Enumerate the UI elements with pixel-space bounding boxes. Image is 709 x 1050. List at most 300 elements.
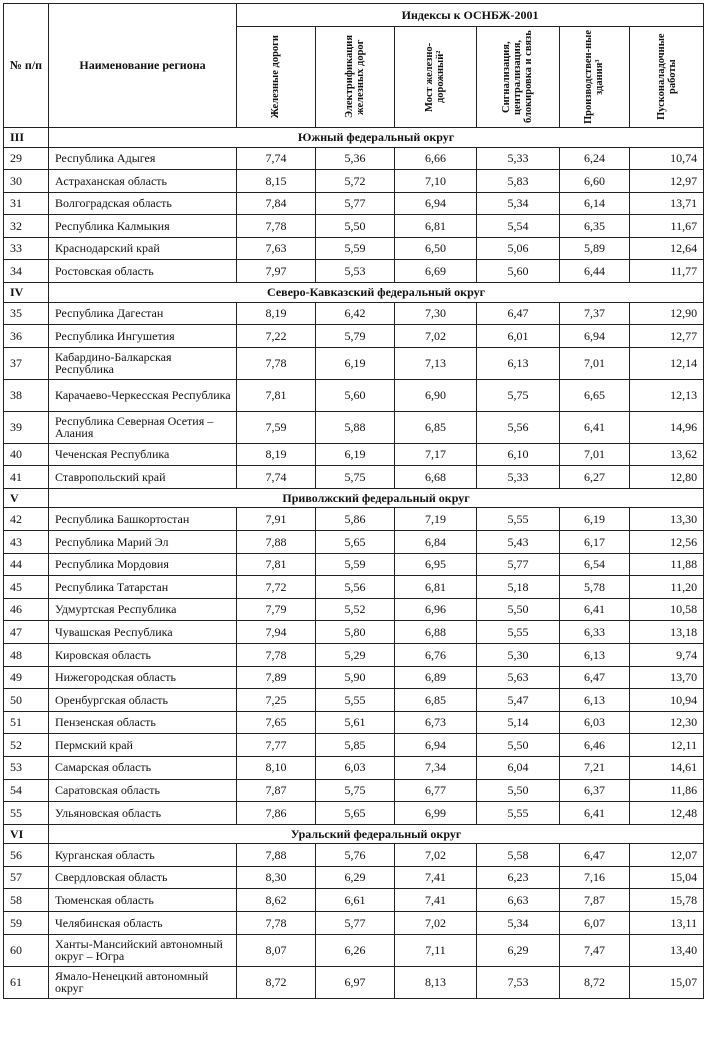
section-row — [4, 824, 704, 844]
table-row — [4, 531, 704, 554]
table-row — [4, 666, 704, 689]
table-row — [4, 866, 704, 889]
index-value: 5,59 — [316, 553, 395, 576]
index-value: 6,61 — [316, 889, 395, 912]
region-name: Оренбургская область — [49, 689, 237, 712]
region-name: Нижегородская область — [49, 666, 237, 689]
index-value: 6,03 — [560, 711, 630, 734]
table-row — [4, 411, 704, 443]
index-value: 6,65 — [560, 379, 630, 411]
index-value: 5,75 — [316, 779, 395, 802]
region-name: Пермский край — [49, 734, 237, 757]
index-value: 5,50 — [477, 734, 560, 757]
index-value: 7,34 — [395, 756, 477, 779]
section-row — [4, 283, 704, 303]
index-value: 7,22 — [237, 325, 316, 348]
index-value: 5,55 — [477, 621, 560, 644]
index-value: 6,77 — [395, 779, 477, 802]
index-value: 7,65 — [237, 711, 316, 734]
index-value: 6,99 — [395, 802, 477, 825]
index-value: 7,72 — [237, 576, 316, 599]
row-number: 44 — [4, 553, 49, 576]
region-name: Самарская область — [49, 756, 237, 779]
row-number: 61 — [4, 966, 49, 998]
index-value: 6,42 — [316, 302, 395, 325]
index-value: 6,94 — [395, 192, 477, 215]
section-title: Северо-Кавказский федеральный округ — [49, 283, 704, 303]
index-value: 6,03 — [316, 756, 395, 779]
table-row — [4, 347, 704, 379]
index-value: 12,56 — [630, 531, 704, 554]
index-value: 5,80 — [316, 621, 395, 644]
index-value: 7,84 — [237, 192, 316, 215]
row-number: 56 — [4, 844, 49, 867]
index-value: 6,47 — [560, 666, 630, 689]
index-value: 7,63 — [237, 237, 316, 260]
region-name: Чеченская Республика — [49, 443, 237, 466]
index-value: 7,87 — [560, 889, 630, 912]
index-value: 13,71 — [630, 192, 704, 215]
row-number: 55 — [4, 802, 49, 825]
index-value: 14,61 — [630, 756, 704, 779]
index-value: 6,33 — [560, 621, 630, 644]
index-value: 5,52 — [316, 598, 395, 621]
index-value: 13,40 — [630, 934, 704, 966]
index-value: 5,43 — [477, 531, 560, 554]
index-value: 5,30 — [477, 644, 560, 667]
row-number: 32 — [4, 215, 49, 238]
table-row — [4, 844, 704, 867]
table-row — [4, 966, 704, 998]
index-value: 6,50 — [395, 237, 477, 260]
num-column-header: № п/п — [4, 4, 49, 128]
index-value: 5,90 — [316, 666, 395, 689]
index-value: 11,20 — [630, 576, 704, 599]
table-row — [4, 756, 704, 779]
column-header-commissioning: Пусконаладочные работы — [630, 27, 704, 128]
row-number: 29 — [4, 147, 49, 170]
index-value: 12,30 — [630, 711, 704, 734]
index-value: 7,77 — [237, 734, 316, 757]
index-value: 5,88 — [316, 411, 395, 443]
row-number: 52 — [4, 734, 49, 757]
region-name: Курганская область — [49, 844, 237, 867]
region-name: Ульяновская область — [49, 802, 237, 825]
index-value: 6,26 — [316, 934, 395, 966]
index-value: 12,14 — [630, 347, 704, 379]
index-value: 10,58 — [630, 598, 704, 621]
index-value: 7,78 — [237, 644, 316, 667]
index-value: 7,88 — [237, 531, 316, 554]
index-value: 7,17 — [395, 443, 477, 466]
index-value: 7,21 — [560, 756, 630, 779]
region-name: Волгоградская область — [49, 192, 237, 215]
index-value: 6,19 — [560, 508, 630, 531]
index-value: 6,23 — [477, 866, 560, 889]
index-value: 5,33 — [477, 147, 560, 170]
table-row — [4, 779, 704, 802]
index-value: 5,89 — [560, 237, 630, 260]
index-value: 6,01 — [477, 325, 560, 348]
region-name: Удмуртская Республика — [49, 598, 237, 621]
region-name: Республика Адыгея — [49, 147, 237, 170]
region-name: Республика Калмыкия — [49, 215, 237, 238]
row-number: 49 — [4, 666, 49, 689]
index-value: 6,29 — [477, 934, 560, 966]
index-value: 7,88 — [237, 844, 316, 867]
region-name: Республика Мордовия — [49, 553, 237, 576]
row-number: 57 — [4, 866, 49, 889]
index-value: 6,94 — [560, 325, 630, 348]
index-value: 6,13 — [560, 689, 630, 712]
index-value: 6,81 — [395, 576, 477, 599]
regional-index-table — [3, 3, 704, 999]
section-code: V — [4, 488, 49, 508]
indices-title: Индексы к ОСНБЖ-2001 — [237, 4, 704, 27]
region-column-header: Наименование региона — [49, 4, 237, 128]
index-value: 12,48 — [630, 802, 704, 825]
index-value: 6,81 — [395, 215, 477, 238]
index-value: 6,66 — [395, 147, 477, 170]
table-row — [4, 508, 704, 531]
index-value: 5,47 — [477, 689, 560, 712]
index-value: 11,88 — [630, 553, 704, 576]
row-number: 37 — [4, 347, 49, 379]
index-value: 6,47 — [560, 844, 630, 867]
row-number: 40 — [4, 443, 49, 466]
index-value: 15,04 — [630, 866, 704, 889]
index-value: 5,34 — [477, 912, 560, 935]
index-value: 6,35 — [560, 215, 630, 238]
table-header — [4, 4, 704, 128]
row-number: 36 — [4, 325, 49, 348]
row-number: 50 — [4, 689, 49, 712]
region-name: Карачаево-Черкесская Республика — [49, 379, 237, 411]
index-value: 6,89 — [395, 666, 477, 689]
index-value: 7,74 — [237, 147, 316, 170]
region-name: Ростовская область — [49, 260, 237, 283]
index-value: 6,69 — [395, 260, 477, 283]
index-value: 15,07 — [630, 966, 704, 998]
table-row — [4, 466, 704, 489]
table-row — [4, 889, 704, 912]
index-value: 8,13 — [395, 966, 477, 998]
row-number: 35 — [4, 302, 49, 325]
index-value: 7,78 — [237, 347, 316, 379]
index-value: 6,94 — [395, 734, 477, 757]
index-value: 7,02 — [395, 844, 477, 867]
row-number: 58 — [4, 889, 49, 912]
row-number: 38 — [4, 379, 49, 411]
table-row — [4, 260, 704, 283]
region-name: Кабардино-Балкарская Республика — [49, 347, 237, 379]
index-value: 6,27 — [560, 466, 630, 489]
index-value: 12,07 — [630, 844, 704, 867]
index-value: 12,11 — [630, 734, 704, 757]
table-row — [4, 237, 704, 260]
row-number: 60 — [4, 934, 49, 966]
table-body — [4, 128, 704, 999]
index-value: 6,14 — [560, 192, 630, 215]
row-number: 59 — [4, 912, 49, 935]
region-name: Ставропольский край — [49, 466, 237, 489]
index-value: 7,19 — [395, 508, 477, 531]
index-value: 7,87 — [237, 779, 316, 802]
index-value: 6,13 — [560, 644, 630, 667]
index-value: 13,70 — [630, 666, 704, 689]
row-number: 43 — [4, 531, 49, 554]
index-value: 7,30 — [395, 302, 477, 325]
index-value: 12,77 — [630, 325, 704, 348]
index-value: 7,13 — [395, 347, 477, 379]
index-value: 5,79 — [316, 325, 395, 348]
index-value: 7,86 — [237, 802, 316, 825]
index-value: 7,37 — [560, 302, 630, 325]
region-name: Астраханская область — [49, 170, 237, 193]
table-row — [4, 644, 704, 667]
region-name: Челябинская область — [49, 912, 237, 935]
index-value: 7,94 — [237, 621, 316, 644]
table-row — [4, 443, 704, 466]
index-value: 6,88 — [395, 621, 477, 644]
row-number: 41 — [4, 466, 49, 489]
region-name: Республика Башкортостан — [49, 508, 237, 531]
index-value: 9,74 — [630, 644, 704, 667]
index-value: 6,68 — [395, 466, 477, 489]
row-number: 31 — [4, 192, 49, 215]
index-value: 6,97 — [316, 966, 395, 998]
index-value: 7,11 — [395, 934, 477, 966]
index-value: 5,14 — [477, 711, 560, 734]
index-value: 7,79 — [237, 598, 316, 621]
row-number: 33 — [4, 237, 49, 260]
index-value: 6,04 — [477, 756, 560, 779]
index-value: 6,47 — [477, 302, 560, 325]
index-value: 5,29 — [316, 644, 395, 667]
index-value: 8,72 — [560, 966, 630, 998]
index-value: 5,60 — [477, 260, 560, 283]
index-value: 5,60 — [316, 379, 395, 411]
index-value: 7,01 — [560, 347, 630, 379]
index-value: 5,55 — [477, 508, 560, 531]
index-value: 5,75 — [477, 379, 560, 411]
table-row — [4, 934, 704, 966]
table-row — [4, 689, 704, 712]
index-value: 6,37 — [560, 779, 630, 802]
index-value: 7,41 — [395, 866, 477, 889]
column-header-electrification: Электрификация железных дорог — [316, 27, 395, 128]
section-row — [4, 488, 704, 508]
row-number: 53 — [4, 756, 49, 779]
table-row — [4, 912, 704, 935]
table-row — [4, 576, 704, 599]
index-value: 5,55 — [316, 689, 395, 712]
index-value: 6,85 — [395, 411, 477, 443]
index-value: 6,63 — [477, 889, 560, 912]
region-name: Республика Марий Эл — [49, 531, 237, 554]
index-value: 6,17 — [560, 531, 630, 554]
index-value: 7,81 — [237, 553, 316, 576]
column-header-industrial-buildings: Производствен-ные здания³ — [560, 27, 630, 128]
index-value: 6,24 — [560, 147, 630, 170]
section-title: Приволжский федеральный округ — [49, 488, 704, 508]
index-value: 7,89 — [237, 666, 316, 689]
index-value: 10,94 — [630, 689, 704, 712]
index-value: 7,10 — [395, 170, 477, 193]
row-number: 48 — [4, 644, 49, 667]
index-value: 5,53 — [316, 260, 395, 283]
row-number: 46 — [4, 598, 49, 621]
index-value: 5,54 — [477, 215, 560, 238]
index-value: 8,19 — [237, 302, 316, 325]
index-value: 7,16 — [560, 866, 630, 889]
index-value: 5,33 — [477, 466, 560, 489]
index-value: 13,30 — [630, 508, 704, 531]
index-value: 7,02 — [395, 912, 477, 935]
index-value: 13,11 — [630, 912, 704, 935]
index-value: 6,41 — [560, 802, 630, 825]
index-value: 5,77 — [316, 192, 395, 215]
region-name: Ханты-Мансийский автономный округ – Югра — [49, 934, 237, 966]
index-value: 5,18 — [477, 576, 560, 599]
column-header-signalling: Сигнализация, централизация, блокировка и связь — [477, 27, 560, 128]
region-name: Кировская область — [49, 644, 237, 667]
table-row — [4, 170, 704, 193]
index-value: 7,47 — [560, 934, 630, 966]
index-value: 7,01 — [560, 443, 630, 466]
table-row — [4, 302, 704, 325]
index-value: 11,67 — [630, 215, 704, 238]
index-value: 7,59 — [237, 411, 316, 443]
index-value: 5,50 — [477, 779, 560, 802]
index-value: 5,36 — [316, 147, 395, 170]
index-value: 5,77 — [477, 553, 560, 576]
table-row — [4, 711, 704, 734]
row-number: 47 — [4, 621, 49, 644]
index-value: 6,44 — [560, 260, 630, 283]
index-value: 6,13 — [477, 347, 560, 379]
row-number: 34 — [4, 260, 49, 283]
index-value: 5,56 — [477, 411, 560, 443]
row-number: 54 — [4, 779, 49, 802]
index-value: 5,76 — [316, 844, 395, 867]
table-row — [4, 553, 704, 576]
index-value: 5,65 — [316, 531, 395, 554]
row-number: 51 — [4, 711, 49, 734]
section-title: Уральский федеральный округ — [49, 824, 704, 844]
index-value: 12,97 — [630, 170, 704, 193]
index-value: 7,78 — [237, 215, 316, 238]
section-row — [4, 128, 704, 148]
table-row — [4, 802, 704, 825]
index-value: 10,74 — [630, 147, 704, 170]
region-name: Тюменская область — [49, 889, 237, 912]
index-value: 6,96 — [395, 598, 477, 621]
column-header-railways: Железные дороги — [237, 27, 316, 128]
index-value: 6,60 — [560, 170, 630, 193]
index-value: 6,85 — [395, 689, 477, 712]
index-value: 8,15 — [237, 170, 316, 193]
index-value: 7,74 — [237, 466, 316, 489]
index-value: 5,55 — [477, 802, 560, 825]
index-value: 8,19 — [237, 443, 316, 466]
index-value: 5,06 — [477, 237, 560, 260]
index-value: 5,50 — [316, 215, 395, 238]
index-value: 8,62 — [237, 889, 316, 912]
index-value: 11,86 — [630, 779, 704, 802]
table-row — [4, 734, 704, 757]
table-row — [4, 192, 704, 215]
table-row — [4, 147, 704, 170]
index-value: 11,77 — [630, 260, 704, 283]
region-name: Ямало-Ненецкий автономный округ — [49, 966, 237, 998]
index-value: 15,78 — [630, 889, 704, 912]
index-value: 6,95 — [395, 553, 477, 576]
region-name: Республика Татарстан — [49, 576, 237, 599]
row-number: 42 — [4, 508, 49, 531]
index-value: 5,34 — [477, 192, 560, 215]
table-row — [4, 215, 704, 238]
index-value: 6,41 — [560, 598, 630, 621]
index-value: 5,65 — [316, 802, 395, 825]
row-number: 30 — [4, 170, 49, 193]
index-value: 5,75 — [316, 466, 395, 489]
index-value: 6,19 — [316, 443, 395, 466]
table-row — [4, 325, 704, 348]
region-name: Краснодарский край — [49, 237, 237, 260]
index-value: 7,53 — [477, 966, 560, 998]
table-row — [4, 621, 704, 644]
row-number: 39 — [4, 411, 49, 443]
index-value: 5,83 — [477, 170, 560, 193]
index-value: 5,63 — [477, 666, 560, 689]
index-value: 7,41 — [395, 889, 477, 912]
index-value: 14,96 — [630, 411, 704, 443]
index-value: 13,18 — [630, 621, 704, 644]
index-value: 6,46 — [560, 734, 630, 757]
index-value: 6,76 — [395, 644, 477, 667]
region-name: Республика Дагестан — [49, 302, 237, 325]
section-title: Южный федеральный округ — [49, 128, 704, 148]
index-value: 6,41 — [560, 411, 630, 443]
index-value: 6,84 — [395, 531, 477, 554]
index-value: 8,30 — [237, 866, 316, 889]
index-value: 6,29 — [316, 866, 395, 889]
index-value: 6,10 — [477, 443, 560, 466]
index-value: 5,61 — [316, 711, 395, 734]
region-name: Свердловская область — [49, 866, 237, 889]
region-name: Республика Ингушетия — [49, 325, 237, 348]
section-code: III — [4, 128, 49, 148]
index-value: 8,10 — [237, 756, 316, 779]
section-code: VI — [4, 824, 49, 844]
index-value: 12,80 — [630, 466, 704, 489]
table-row — [4, 598, 704, 621]
index-value: 12,13 — [630, 379, 704, 411]
index-value: 8,72 — [237, 966, 316, 998]
index-value: 12,64 — [630, 237, 704, 260]
index-value: 7,97 — [237, 260, 316, 283]
index-value: 6,19 — [316, 347, 395, 379]
column-header-bridge: Мост железно-дорожный² — [395, 27, 477, 128]
region-name: Саратовская область — [49, 779, 237, 802]
index-value: 7,78 — [237, 912, 316, 935]
index-value: 5,50 — [477, 598, 560, 621]
index-value: 5,86 — [316, 508, 395, 531]
index-value: 5,85 — [316, 734, 395, 757]
index-value: 5,77 — [316, 912, 395, 935]
index-value: 5,72 — [316, 170, 395, 193]
